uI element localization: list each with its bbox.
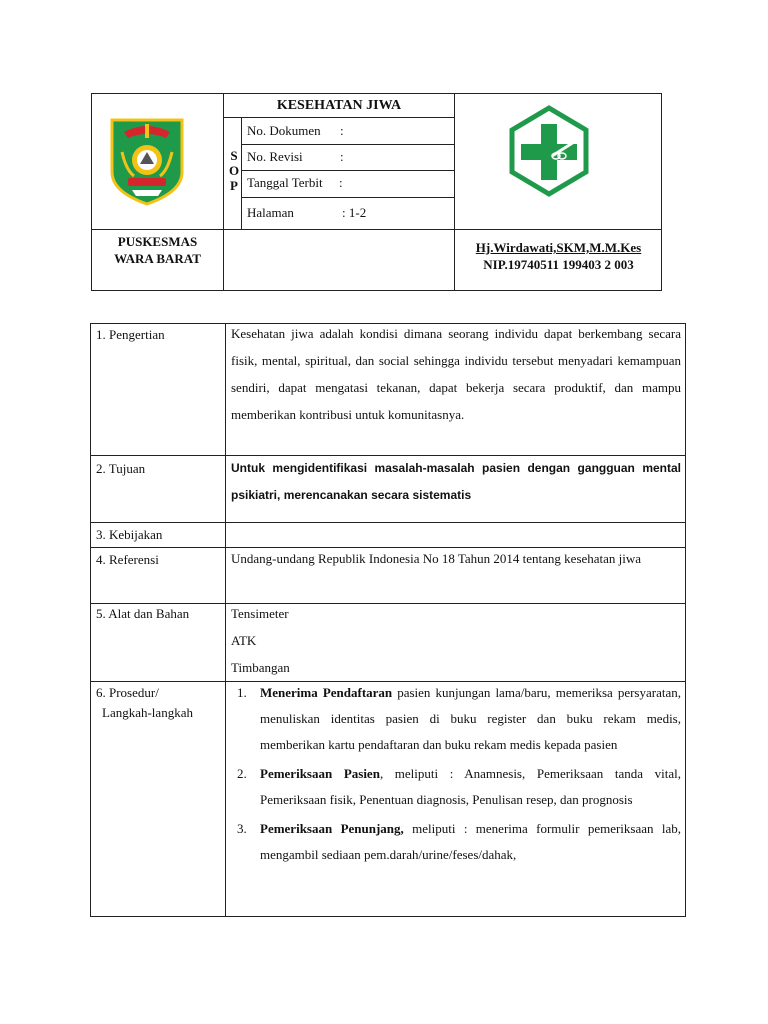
regional-emblem-icon <box>102 112 192 207</box>
list-item: ATK <box>231 633 257 648</box>
header-divider <box>223 94 224 290</box>
signatory-nip: NIP.19740511 199403 2 003 <box>483 257 634 272</box>
label-prosedur: 6. Prosedur/ Langkah-langkah <box>96 685 193 720</box>
signatory-block <box>454 239 663 273</box>
header-divider <box>241 197 454 198</box>
organization-name: PUSKESMAS WARA BARAT <box>114 234 201 266</box>
puskesmas-cross-icon <box>504 100 594 200</box>
sop-letter: O <box>228 163 240 178</box>
list-alat-bahan <box>231 600 681 681</box>
text-tujuan: Untuk mengidentifikasi masalah-masalah pasien dengan gangguan mental psikiatri, merencanakan secara sistematis <box>231 461 681 502</box>
text-referensi: Undang-undang Republik Indonesia No 18 Tahun 2014 tentang kesehatan jiwa <box>231 551 642 566</box>
sop-letter: S <box>230 148 238 163</box>
sop-content-table <box>90 323 686 917</box>
list-item: 1. Menerima Pendaftaran pasien kunjungan lama/baru, memeriksa persyaratan, menuliskan identitas pasien di buku register dan buku rekam medis, memberikan kartu pendaftaran dan buku rekam medis kepada pasien <box>237 685 681 752</box>
header-divider <box>241 117 242 229</box>
document-title: KESEHATAN JIWA <box>276 98 402 113</box>
procedure-steps <box>231 680 681 871</box>
sop-vertical-label <box>227 148 241 193</box>
label-referensi: 4. Referensi <box>96 552 159 567</box>
text-pengertian: Kesehatan jiwa adalah kondisi dimana seorang individu dapat berkembang secara fisik, mental, spiritual, dan social sehingga individu tersebut menyadari kemampuan sendiri, dapat mengatasi tekanan, dapat bekerja secara produktif, dan mampu memberikan kontribusi untuk komunitasnya. <box>231 326 681 422</box>
row-divider <box>91 522 685 523</box>
list-item: 2. Pemeriksaan Pasien, meliputi : Anamnesis, Pemeriksaan tanda vital, Pemeriksaan fisik, Penentuan diagnosis, Penulisan resep, dan prognosis <box>237 766 681 807</box>
signatory-name: Hj.Wirdawati,SKM,M.M.Kes <box>475 240 642 255</box>
label-kebijakan: 3. Kebijakan <box>96 527 163 542</box>
list-item: Timbangan <box>231 660 290 675</box>
header-divider <box>92 229 661 230</box>
sop-letter: P <box>230 178 238 193</box>
list-item: Tensimeter <box>231 606 289 621</box>
sop-header-table: KESEHATAN JIWA S O P No. Dokumen : No. Revisi : Tanggal Terbit : Halaman : 1-2 PUSKESMAS WARA BARAT Hj.Wirdawati,SKM,M.M.Kes NIP.19740511 199403 2 003 <box>91 93 662 291</box>
label-pengertian: 1. Pengertian <box>96 327 165 342</box>
list-item: 3. Pemeriksaan Penunjang, meliputi : menerima formulir pemeriksaan lab, mengambil sediaan pem.darah/urine/feses/dahak, <box>237 821 681 862</box>
column-divider <box>225 324 226 916</box>
label-alat-bahan: 5. Alat dan Bahan <box>96 606 190 621</box>
label-tujuan: 2. Tujuan <box>96 461 146 476</box>
